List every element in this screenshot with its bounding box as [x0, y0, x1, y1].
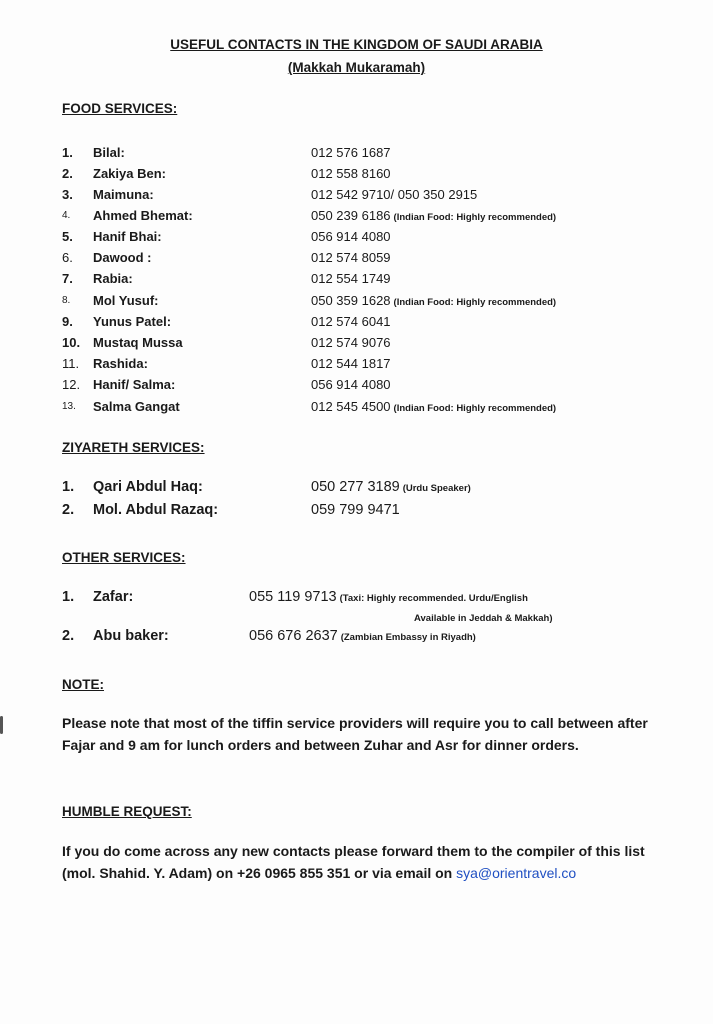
item-number: 13.: [62, 401, 76, 412]
contact-name: Zafar:: [93, 589, 134, 605]
contact-name: Yunus Patel:: [93, 314, 172, 329]
contact-name: Bilal:: [93, 145, 125, 160]
contact-name: Dawood :: [93, 250, 152, 265]
contact-phone: 012 542 9710/ 050 350 2915: [311, 187, 478, 202]
item-number: 12.: [62, 377, 81, 392]
contact-phone: 012 574 9076: [311, 335, 391, 350]
food-services-heading: FOOD SERVICES:: [62, 101, 178, 116]
contact-note: (Zambian Embassy in Riyadh): [340, 632, 476, 643]
item-number: 4.: [62, 210, 71, 221]
contact-phone: 012 545 4500 (Indian Food: Highly recommended): [311, 399, 557, 414]
item-number: 3.: [62, 187, 73, 202]
item-number: 2.: [62, 628, 75, 644]
item-number: 10.: [62, 335, 81, 350]
item-number: 7.: [62, 271, 73, 286]
contact-phone: 012 576 1687: [311, 145, 391, 160]
other-services-heading: OTHER SERVICES:: [62, 550, 186, 565]
contact-phone: 056 914 4080: [311, 377, 391, 392]
contact-phone: 012 574 8059: [311, 250, 391, 265]
contact-name: Rashida:: [93, 356, 148, 371]
item-number: 1.: [62, 145, 73, 160]
contact-note: (Indian Food: Highly recommended): [393, 297, 557, 308]
contact-name: Mol. Abdul Razaq:: [93, 502, 219, 518]
contact-name: Mol Yusuf:: [93, 293, 159, 308]
contact-name: Hanif/ Salma:: [93, 377, 176, 392]
contact-name: Mustaq Mussa: [93, 335, 183, 350]
contact-phone: 012 544 1817: [311, 356, 391, 371]
contact-phone: 012 554 1749: [311, 271, 391, 286]
contact-name: Maimuna:: [93, 187, 154, 202]
contact-phone: 012 574 6041: [311, 314, 391, 329]
document-title: USEFUL CONTACTS IN THE KINGDOM OF SAUDI ARABIA: [170, 37, 543, 52]
contact-phone: 050 277 3189 (Urdu Speaker): [311, 479, 471, 495]
note-heading: NOTE:: [62, 677, 104, 692]
contact-note-continued: Available in Jeddah & Makkah): [414, 613, 553, 624]
note-paragraph: Please note that most of the tiffin service providers will require you to call between after Fajar and 9 am for lunch orders and between Zuhar and Asr for dinner orders.: [62, 715, 648, 753]
contact-phone: 055 119 9713 (Taxi: Highly recommended. Urdu/English: [249, 589, 528, 605]
item-number: 8.: [62, 295, 71, 306]
request-text: If you do come across any new contacts please forward them to the compiler of this list (mol. Shahid. Y. Adam) on +26 0965 855 351 or via email on: [62, 843, 645, 881]
humble-request-heading: HUMBLE REQUEST:: [62, 804, 192, 819]
item-number: 2.: [62, 502, 75, 518]
contact-phone: 012 558 8160: [311, 166, 391, 181]
contact-name: Qari Abdul Haq:: [93, 479, 203, 495]
contact-name: Abu baker:: [93, 628, 169, 644]
humble-request-paragraph: [62, 840, 662, 884]
edge-mark: [0, 716, 3, 734]
contact-name: Zakiya Ben:: [93, 166, 166, 181]
contact-name: Hanif Bhai:: [93, 229, 162, 244]
contact-phone: 050 239 6186 (Indian Food: Highly recommended): [311, 208, 557, 223]
contact-phone: 050 359 1628 (Indian Food: Highly recommended): [311, 293, 557, 308]
item-number: 11.: [62, 356, 80, 371]
contact-note: (Urdu Speaker): [402, 483, 471, 494]
item-number: 6.: [62, 250, 73, 265]
item-number: 1.: [62, 589, 75, 605]
contact-name: Rabia:: [93, 271, 133, 286]
contact-name: Salma Gangat: [93, 399, 180, 414]
contact-note: (Indian Food: Highly recommended): [393, 403, 557, 414]
ziyareth-services-heading: ZIYARETH SERVICES:: [62, 440, 205, 455]
item-number: 5.: [62, 229, 73, 244]
contact-note: (Indian Food: Highly recommended): [393, 212, 557, 223]
item-number: 1.: [62, 479, 75, 495]
contact-phone: 059 799 9471: [311, 502, 400, 518]
item-number: 2.: [62, 166, 73, 181]
contact-phone: 056 676 2637 (Zambian Embassy in Riyadh): [249, 628, 476, 644]
document-subtitle: (Makkah Mukaramah): [287, 60, 426, 75]
contact-note: (Taxi: Highly recommended. Urdu/English: [339, 593, 528, 604]
item-number: 9.: [62, 314, 73, 329]
email-link[interactable]: sya@orientravel.co: [456, 865, 577, 881]
contact-phone: 056 914 4080: [311, 229, 391, 244]
contact-name: Ahmed Bhemat:: [93, 208, 193, 223]
